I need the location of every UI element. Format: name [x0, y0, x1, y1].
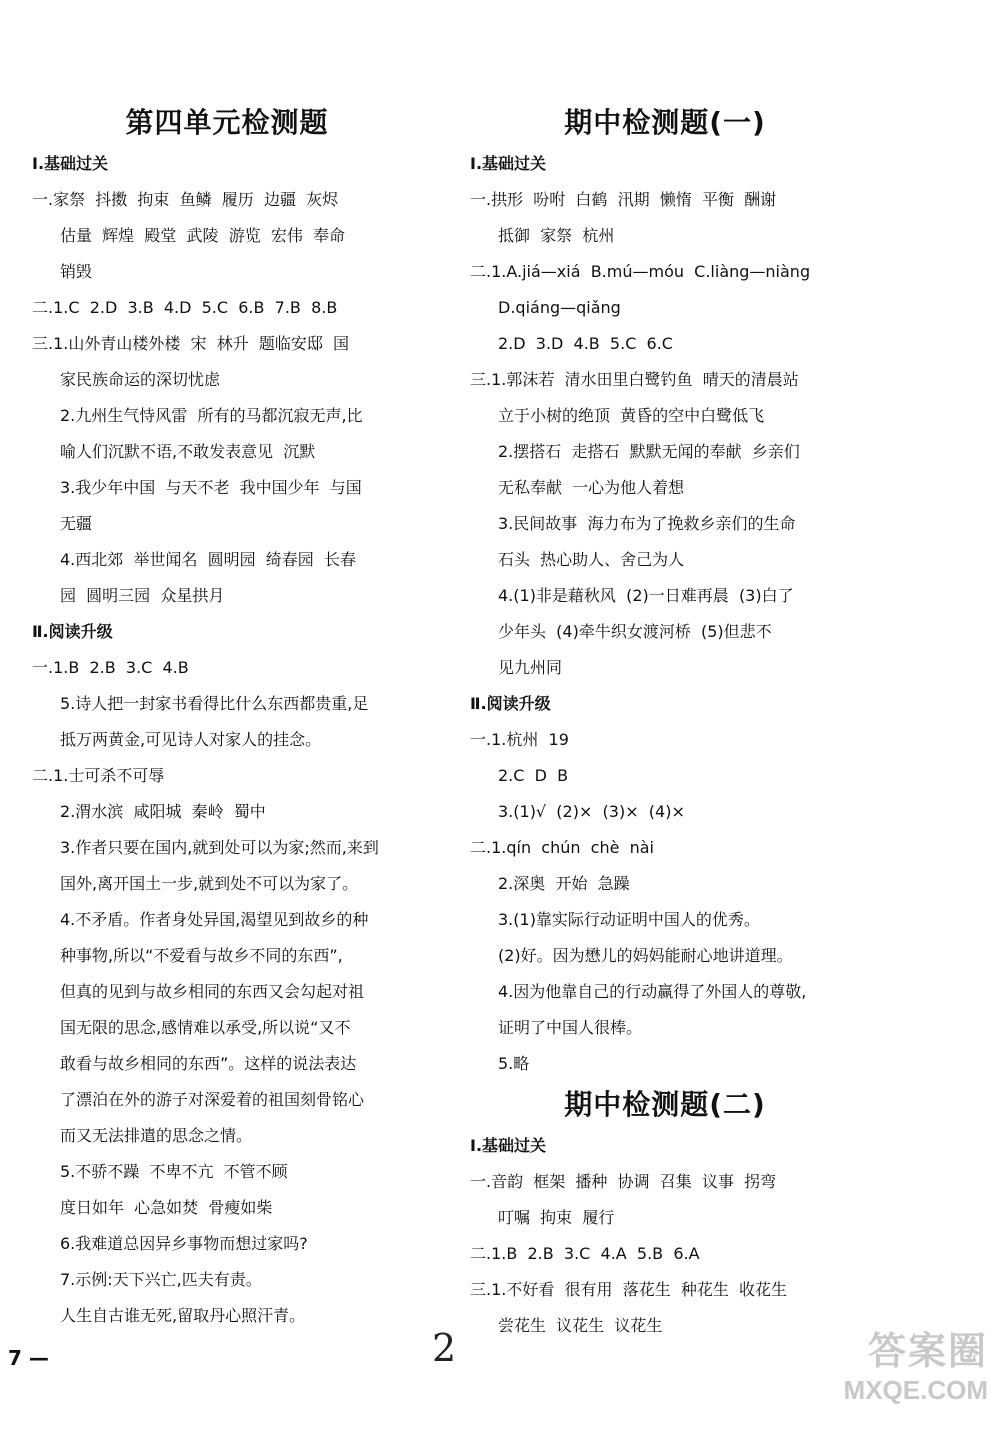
answer-line: 5.诗人把一封家书看得比什么东西都贵重,足: [60, 694, 369, 713]
section-heading: Ⅰ.基础过关: [470, 154, 547, 173]
answer-line: 2.D 3.D 4.B 5.C 6.C: [498, 334, 673, 353]
answer-line: 而又无法排遣的思念之情。: [60, 1126, 253, 1145]
answer-line: 5.略: [498, 1054, 530, 1073]
answer-line: 三.1.郭沫若 清水田里白鹭钓鱼 晴天的清晨站: [470, 370, 799, 389]
handwritten-number: 2: [432, 1326, 457, 1370]
section-heading: Ⅱ.阅读升级: [32, 622, 113, 641]
answer-line: 少年头 (4)牵牛织女渡河桥 (5)但悲不: [498, 622, 772, 641]
right-title-2: 期中检测题(二): [564, 1088, 766, 1121]
page-number: 7 —: [8, 1346, 49, 1370]
answer-line: 家民族命运的深切忧虑: [60, 370, 221, 389]
right-lines: [470, 146, 860, 1082]
answer-line: 2.摆搭石 走搭石 默默无闻的奉献 乡亲们: [498, 442, 800, 461]
answer-line: 了漂泊在外的游子对深爱着的祖国刻骨铭心: [60, 1090, 365, 1109]
answer-line: 三.1.不好看 很有用 落花生 种花生 收花生: [470, 1280, 788, 1299]
answer-line: 三.1.山外青山楼外楼 宋 林升 题临安邸 国: [32, 334, 350, 353]
watermark: [788, 1320, 988, 1420]
left-column: [32, 100, 422, 1334]
answer-line: 种事物,所以“不爱看与故乡不同的东西”,: [60, 946, 343, 965]
answer-line: 石头 热心助人、舍己为人: [498, 550, 685, 569]
section-heading: Ⅰ.基础过关: [32, 154, 109, 173]
answer-line: 估量 辉煌 殿堂 武陵 游览 宏伟 奉命: [60, 226, 346, 245]
answer-line: 叮嘱 拘束 履行: [498, 1208, 615, 1227]
answer-line: 度日如年 心急如焚 骨瘦如柴: [60, 1198, 273, 1217]
answer-line: 一.家祭 抖擞 拘束 鱼鳞 履历 边疆 灰烬: [32, 190, 339, 209]
answer-line: 抵御 家祭 杭州: [498, 226, 615, 245]
left-lines: [32, 146, 422, 1334]
answer-line: 7.示例:天下兴亡,匹夫有责。: [60, 1270, 262, 1289]
answer-line: 国外,离开国土一步,就到处不可以为家了。: [60, 874, 359, 893]
answer-line: 4.西北郊 举世闻名 圆明园 绮春园 长春: [60, 550, 356, 569]
answer-line: 3.作者只要在国内,就到处可以为家;然而,来到: [60, 838, 379, 857]
answer-line: 2.C D B: [498, 766, 569, 785]
answer-line: 二.1.qín chún chè nài: [470, 838, 655, 857]
answer-line: 无疆: [60, 514, 93, 533]
answer-line: 二.1.士可杀不可辱: [32, 766, 165, 785]
answer-line: 立于小树的绝顶 黄昏的空中白鹭低飞: [498, 406, 765, 425]
left-title: 第四单元检测题: [125, 106, 329, 139]
answer-line: 抵万两黄金,可见诗人对家人的挂念。: [60, 730, 322, 749]
answer-line: 2.九州生气恃风雷 所有的马都沉寂无声,比: [60, 406, 363, 425]
answer-line: 2.渭水滨 咸阳城 秦岭 蜀中: [60, 802, 266, 821]
answer-line: 一.1.杭州 19: [470, 730, 569, 749]
right-column: [470, 100, 860, 1344]
answer-line: 3.(1)√ (2)× (3)× (4)×: [498, 802, 685, 821]
section-heading: Ⅱ.阅读升级: [470, 694, 551, 713]
answer-line: 3.民间故事 海力布为了挽救乡亲们的生命: [498, 514, 796, 533]
answer-line: 证明了中国人很棒。: [498, 1018, 643, 1037]
right-lines-2: [470, 1128, 860, 1344]
answer-line: 一.拱形 吩咐 白鹤 汛期 懒惰 平衡 酬谢: [470, 190, 777, 209]
answer-line: 2.深奥 开始 急躁: [498, 874, 630, 893]
answer-line: 国无限的思念,感情难以承受,所以说“又不: [60, 1018, 351, 1037]
answer-line: (2)好。因为懋儿的妈妈能耐心地讲道理。: [498, 946, 793, 965]
answer-line: 二.1.A.jiá—xiá B.mú—móu C.liàng—niàng: [470, 262, 811, 281]
answer-line: 二.1.B 2.B 3.C 4.A 5.B 6.A: [470, 1244, 700, 1263]
answer-line: 3.我少年中国 与天不老 我中国少年 与国: [60, 478, 362, 497]
answer-line: 4.不矛盾。作者身处异国,渴望见到故乡的种: [60, 910, 369, 929]
answer-line: 5.不骄不躁 不卑不亢 不管不顾: [60, 1162, 288, 1181]
watermark-url: MXQE.COM: [843, 1375, 988, 1405]
answer-line: 一.1.B 2.B 3.C 4.B: [32, 658, 189, 677]
answer-line: 销毁: [60, 262, 93, 281]
answer-line: 4.(1)非是藉秋风 (2)一日难再晨 (3)白了: [498, 586, 794, 605]
answer-line: 园 圆明三园 众星拱月: [60, 586, 225, 605]
answer-line: 但真的见到与故乡相同的东西又会勾起对祖: [60, 982, 365, 1001]
answer-line: 喻人们沉默不语,不敢发表意见 沉默: [60, 442, 316, 461]
answer-line: 无私奉献 一心为他人着想: [498, 478, 685, 497]
section-heading: Ⅰ.基础过关: [470, 1136, 547, 1155]
answer-line: D.qiáng—qiǎng: [498, 298, 621, 317]
answer-line: 6.我难道总因异乡事物而想过家吗?: [60, 1234, 308, 1253]
answer-line: 敢看与故乡相同的东西”。这样的说法表达: [60, 1054, 357, 1073]
watermark-logo: 答案圈: [867, 1329, 988, 1373]
answer-line: 4.因为他靠自己的行动赢得了外国人的尊敬,: [498, 982, 807, 1001]
answer-line: 二.1.C 2.D 3.B 4.D 5.C 6.B 7.B 8.B: [32, 298, 338, 317]
answer-line: 见九州同: [498, 658, 563, 677]
answer-line: 人生自古谁无死,留取丹心照汗青。: [60, 1306, 306, 1325]
answer-line: 一.音韵 框架 播种 协调 召集 议事 拐弯: [470, 1172, 777, 1191]
right-title: 期中检测题(一): [564, 106, 766, 139]
answer-line: 尝花生 议花生 议花生: [498, 1316, 663, 1335]
answer-line: 3.(1)靠实际行动证明中国人的优秀。: [498, 910, 760, 929]
